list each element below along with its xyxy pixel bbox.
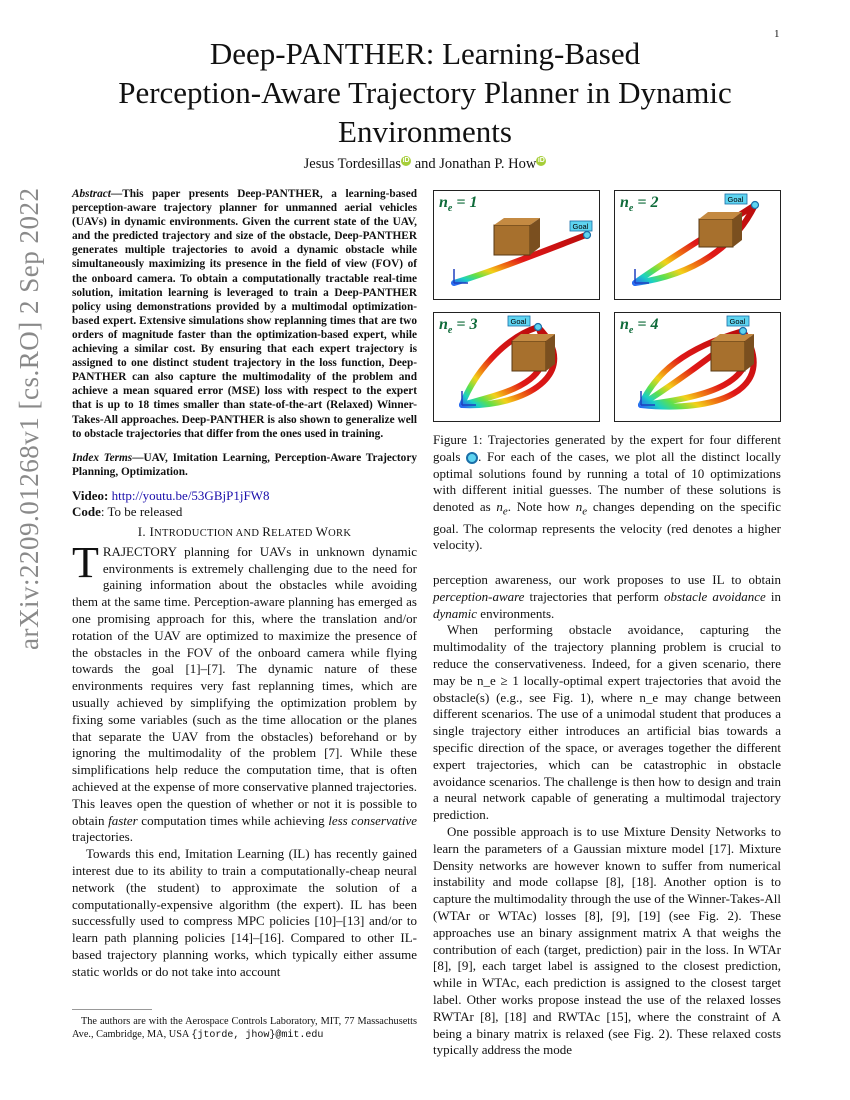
intro-paragraph-1: TRAJECTORY planning for UAVs in unknown dynamic environments is extremely challenging due to the need for gaining information about the obstacles while avoiding them at the same time. Perception-aware planning has emerged as one promising approach for this, where the translation and/or rotation of the UAV are optimized to maximize the presence of the obstacles in the FOV of the onboard camera while flying towards the goal [1]–[7]. The dynamic nature of these environments requires very fast replanning times, which are usually achieved by simplifying the optimization problem by fixing some variables (such as the time allocation or the planes that separate the UAV from the obstacles) beforehand or by ignoring the multimodality of the problem [7]. While these simplifications help reduce the computation time, that is often achieved at the expense of more conservative planned trajectories. This leaves open the question of whether or not it is possible to obtain faster computation times while achieving less conservative trajectories. xyxy=(72,537,417,845)
abstract xyxy=(72,187,417,441)
right-paragraph-3: One possible approach is to use Mixture Density Networks to learn the parameters of a Gaussian mixture model [17]. Mixture Density networks are however known to suffer from numerical instability and mode collapse [8], [18]. Another option is to capture the multimodality through the use of the Winner-Takes-All (WTAr or WTAc) losses [8], [9], [19] (see Fig. 2). These approaches use an binary assignment matrix A that weighs the contribution of each (target, prediction) pair in the loss. In WTAr [8], [9], each target label is assigned to the closest prediction, while in WTAc, each prediction is assigned to the closest target label. Other works propose instead the use of the relaxed losses RWTAr [8], [18] and RWTAc [15], where the constraint of A being a binary matrix is relaxed (see Fig. 2). These relaxed costs typically address the mode xyxy=(433,823,781,1058)
page-number: 1 xyxy=(774,28,780,40)
right-paragraph-1: perception awareness, our work proposes to use IL to obtain perception-aware trajectories that perform obstacle avoidance in dynamic environments. xyxy=(433,572,781,621)
goal-label: Goal xyxy=(510,317,527,326)
figure-panel-ne3 xyxy=(433,312,600,422)
authors xyxy=(60,156,790,173)
arxiv-stamp: arXiv:2209.01268v1 [cs.RO] 2 Sep 2022 xyxy=(14,187,44,650)
figure-panel-ne4 xyxy=(614,312,781,422)
links-block: Video: http://youtu.be/53GBjP1jFW8 Code: To be released xyxy=(72,487,270,519)
index-terms xyxy=(72,451,417,479)
goal-marker-icon xyxy=(466,452,478,464)
intro-paragraph-2: Towards this end, Imitation Learning (IL) has recently gained interest due to its ability to train a computationally-cheap neural network (the student) to approximate the solution of a computationally-expensive algorithm (the expert). IL has been successfully used to compress MPC policies [10]–[13] and/or to learn path planning policies [14]–[16]. Compared to other IL-based trajectory planning works, which typically either assume static worlds or do not take into account xyxy=(72,846,417,979)
figure-panel-ne2 xyxy=(614,190,781,300)
abstract-text: —This paper presents Deep-PANTHER, a learning-based perception-aware trajectory planner for unmanned aerial vehicles (UAVs) in dynamic environments. Given the current state of the UAV, and the predicted trajectory and size of the obstacle, Deep-PANTHER generates multiple trajectories to avoid a dynamic obstacle while simultaneously maximizing its presence in the field of view (FOV) of the onboard camera. To obtain a computationally tractable real-time solution, imitation learning is leveraged to train a Deep-PANTHER policy using demonstrations provided by a multimodal optimization-based expert. Extensive simulations show replanning times that are two orders of magnitude faster than the optimization-based expert, while achieving a similar cost. By ensuring that each expert trajectory is assigned to one distinct student trajectory in the loss function, Deep-PANTHER can also capture the multimodality of the problem and achieve a mean squared error (MSE) loss with respect to the expert that is up to 18 times smaller than state-of-the-art (Relaxed) Winner-Takes-All approaches. Deep-PANTHER is also shown to generalize well to obstacle trajectories that differ from the ones used in training. xyxy=(72,188,417,440)
index-label: Index Terms xyxy=(72,451,133,464)
goal-label: Goal xyxy=(727,195,744,204)
goal-label: Goal xyxy=(572,222,589,231)
orcid-icon[interactable]: iD xyxy=(537,157,545,165)
ne-label: $n_e = 1$ xyxy=(439,194,478,215)
dropcap: T xyxy=(72,537,99,587)
title-line-1: Deep-PANTHER: Learning-Based xyxy=(209,36,641,71)
code-label: Code xyxy=(72,503,101,519)
video-link[interactable]: http://youtu.be/53GBjP1jFW8 xyxy=(111,487,270,503)
goal-label: Goal xyxy=(729,317,746,326)
left-column xyxy=(72,187,417,981)
title-line-3: Environments xyxy=(338,114,512,149)
right-paragraph-2: When performing obstacle avoidance, capturing the multimodality of the trajectory planning problem is crucial to reduce the conservativeness. Indeed, for a given scenario, there may be n_e ≥ 1 locally-optimal expert trajectories that avoid the obstacle(s) (e.g., see Fig. 1), where n_e may change between different scenarios. The use of a unimodal student that produces a single trajectory either introduces an artificial bias towards a specific direction of the space, or averages together the different expert trajectories, which can be catastrophic in obstacle avoidance scenarios. The challenge is then how to design and train a neural network capable of generating a multimodal trajectory prediction. xyxy=(433,622,781,823)
orcid-icon[interactable]: iD xyxy=(402,157,410,165)
title-line-2: Perception-Aware Trajectory Planner in Dynamic xyxy=(118,75,732,110)
intro-body xyxy=(72,537,417,981)
author-1: Jesus Tordesillas xyxy=(303,156,402,172)
footnote: The authors are with the Aerospace Controls Laboratory, MIT, 77 Massachusetts Ave., Cambridge, MA, USA {jtorde, jhow}@mit.edu xyxy=(72,1015,417,1042)
figure-1 xyxy=(433,190,781,422)
right-body xyxy=(433,572,781,1059)
section-heading: I. INTRODUCTION AND RELATED WORK xyxy=(137,523,352,539)
index-text: —UAV, Imitation Learning, Perception-Aware Trajectory Planning, Optimization. xyxy=(72,451,417,478)
right-column xyxy=(433,190,781,554)
figure-caption: Figure 1: Trajectories generated by the expert for four different goals . For each of the cases, we plot all the distinct locally optimal solutions found by running a total of 10 optimizations with different initial guesses. The number of these solutions is denoted as $n_e$. Note how $n_e$ changes depending on the specific goal. The colormap represents the velocity (red denotes a higher velocity). xyxy=(433,432,782,553)
email: {jtorde, jhow}@mit.edu xyxy=(191,1030,324,1041)
ne-label: $n_e = 4$ xyxy=(620,316,659,337)
footnote-rule xyxy=(72,1009,152,1010)
abstract-label: Abstract xyxy=(72,188,111,200)
video-label: Video xyxy=(72,487,105,503)
ne-label: $n_e = 2$ xyxy=(620,194,659,215)
author-2: Jonathan P. How xyxy=(439,156,537,172)
ne-label: $n_e = 3$ xyxy=(439,316,478,337)
code-text: : To be released xyxy=(100,503,183,519)
figure-panel-ne1 xyxy=(433,190,600,300)
paper-title xyxy=(60,34,790,151)
author-and: and xyxy=(414,156,436,172)
